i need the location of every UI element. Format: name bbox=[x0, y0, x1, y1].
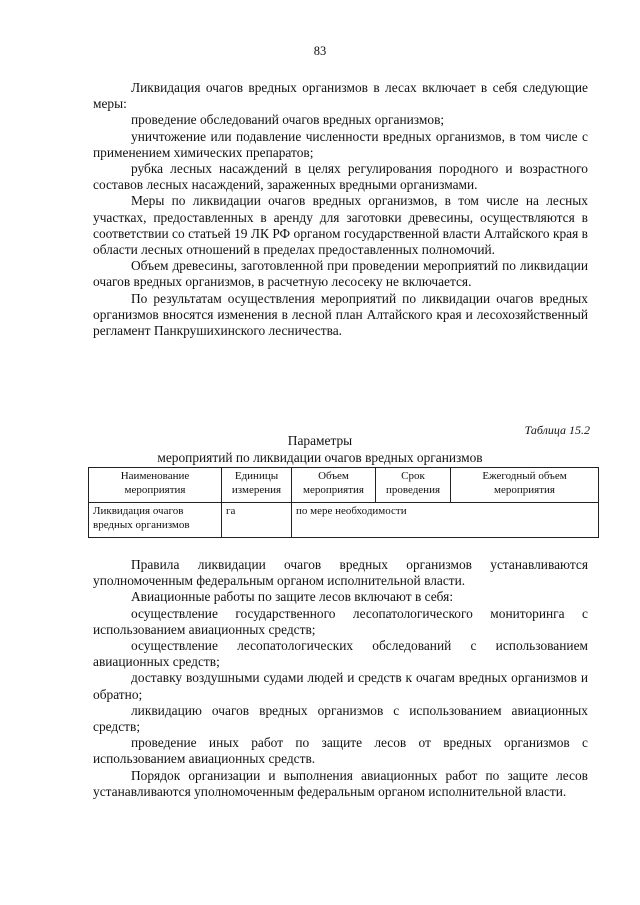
table-label: Таблица 15.2 bbox=[524, 423, 590, 437]
cell-unit: га bbox=[222, 503, 292, 538]
cell-name: Ликвидация очагов вредных организмов bbox=[89, 503, 222, 538]
paragraph: По результатам осуществления мероприятий по ликвидации очагов вредных организмов вносятся изменения в лесной план Алтайского края и лесохозяйственный регламент Панкрушихинского лесничества. bbox=[93, 290, 588, 339]
page-number: 83 bbox=[313, 44, 327, 58]
paragraph: Ликвидация очагов вредных организмов в лесах включает в себя следующие меры: bbox=[93, 80, 588, 112]
table-title-line: Параметры bbox=[287, 433, 353, 448]
text-block-lower bbox=[93, 557, 588, 800]
column-header: Наименование мероприятия bbox=[89, 468, 222, 503]
column-header: Единицы измерения bbox=[222, 468, 292, 503]
list-item: проведение иных работ по защите лесов от вредных организмов с использованием авиационных средств. bbox=[93, 735, 588, 767]
cell-period: по мере необходимости bbox=[292, 503, 599, 538]
table-title-line: мероприятий по ликвидации очагов вредных организмов bbox=[157, 449, 483, 465]
column-header: Ежегодный объем мероприятия bbox=[451, 468, 599, 503]
column-header: Срок проведения bbox=[376, 468, 451, 503]
list-item: рубка лесных насаждений в целях регулирования породного и возрастного составов лесных насаждений, зараженных вредными организмами. bbox=[93, 161, 588, 193]
list-item: проведение обследований очагов вредных организмов; bbox=[131, 112, 445, 128]
list-item: уничтожение или подавление численности вредных организмов, в том числе с применением химических препаратов; bbox=[93, 128, 588, 160]
table-header-row bbox=[89, 468, 599, 503]
paragraph: Порядок организации и выполнения авиационных работ по защите лесов устанавливаются уполномоченным федеральным органом исполнительной власти. bbox=[93, 767, 588, 799]
paragraph: Меры по ликвидации очагов вредных организмов, в том числе на лесных участках, предоставленных в аренду для заготовки древесины, осуществляются в соответствии со статьей 19 ЛК РФ органом государственной власти Алтайского края в области лесных отношений в пределах предоставленных полномочий. bbox=[93, 193, 588, 258]
paragraph: Авиационные работы по защите лесов включают в себя: bbox=[131, 589, 454, 605]
list-item: ликвидацию очагов вредных организмов с использованием авиационных средств; bbox=[93, 702, 588, 735]
parameters-table bbox=[88, 467, 599, 538]
paragraph: Объем древесины, заготовленной при проведении мероприятий по ликвидации очагов вредных организмов, в расчетную лесосеку не включается. bbox=[93, 258, 588, 290]
table-title bbox=[0, 433, 640, 466]
paragraph: Правила ликвидации очагов вредных организмов устанавливаются уполномоченным федеральным органом исполнительной власти. bbox=[93, 557, 588, 589]
list-item: доставку воздушными судами людей и средств к очагам вредных организмов и обратно; bbox=[93, 670, 588, 702]
list-item: осуществление лесопатологических обследований с использованием авиационных средств; bbox=[93, 638, 588, 670]
table-row bbox=[89, 503, 599, 538]
text-block-upper bbox=[93, 80, 588, 339]
column-header: Объем мероприятия bbox=[292, 468, 376, 503]
list-item: осуществление государственного лесопатологического мониторинга с использованием авиационных средств; bbox=[93, 605, 588, 637]
